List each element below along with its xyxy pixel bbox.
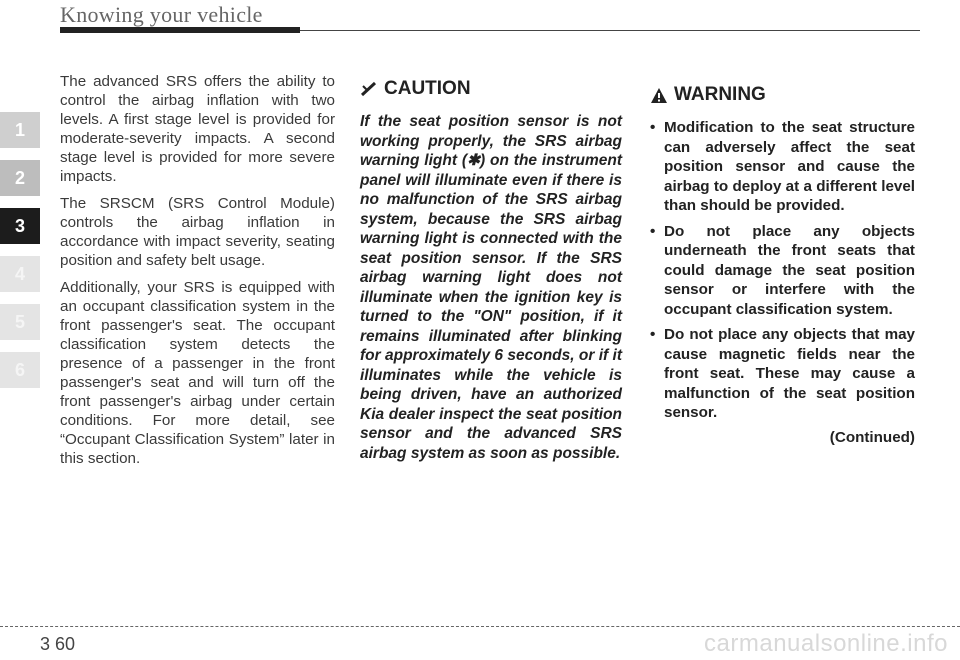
warning-heading [650, 84, 915, 106]
warning-item: • Do not place any objects underneath the front seats that could damage the seat position sensor or interfere with the occupant classification system. [650, 222, 915, 320]
header-bar [60, 27, 300, 33]
warning-title: WARNING [674, 84, 766, 105]
chapter-tab-5[interactable]: 5 [0, 304, 40, 340]
page-header-title: Knowing your vehicle [60, 2, 263, 27]
chapter-tab-3[interactable]: 3 [0, 208, 40, 244]
page-number: 3 60 [40, 634, 76, 654]
caution-text: If the seat position sensor is not working properly, the SRS airbag warning light (✱) on the instrument panel will illuminate even if there is no malfunction of the SRS airbag system, because the SRS airbag warning light is connected with the seat position sensor. If the SRS airbag warning light does not illuminate when the ignition key is turned to the "ON" position, if it remains illuminated after blinking for approximately 6 seconds, or if it illuminates while the vehicle is being driven, have an authorized Kia dealer inspect the seat position sensor and the advanced SRS airbag system as soon as possible. [360, 113, 622, 462]
chapter-tab-6[interactable]: 6 [0, 352, 40, 388]
caution-icon [360, 80, 378, 98]
watermark: carmanualsonline.info [704, 630, 948, 657]
warning-item: • Do not place any objects that may cause magnetic fields near the front seat. These may cause a malfunction of the seat position sensor. [650, 325, 915, 423]
body-paragraph: Additionally, your SRS is equipped with an occupant classification system in the front passenger's seat. The occupant classification system detects the presence of a passenger in the front passenger's seat and will turn off the front passenger's airbag under certain conditions. For more detail, see “Occupant Classification System” later in this section. [60, 279, 335, 467]
chapter-tab-4[interactable]: 4 [0, 256, 40, 292]
warning-item: • Modification to the seat structure can adversely affect the seat position sensor and cause the airbag to deploy at a different level than should be provided. [650, 118, 915, 216]
chapter-tabs [0, 112, 40, 400]
body-text-column [60, 72, 335, 476]
warning-list [650, 118, 915, 423]
caution-box [360, 78, 622, 463]
warning-icon [650, 87, 668, 104]
chapter-tab-2[interactable]: 2 [0, 160, 40, 196]
body-paragraph: The advanced SRS offers the ability to control the airbag inflation with two levels. A first stage level is provided for moderate-severity impacts. A second stage level is provided for more severe impacts. [60, 73, 335, 185]
caution-title: CAUTION [384, 78, 471, 99]
chapter-tab-1[interactable]: 1 [0, 112, 40, 148]
caution-heading [360, 78, 622, 100]
body-paragraph: The SRSCM (SRS Control Module) controls the airbag inflation in accordance with impact severity, seating position and safety belt usage. [60, 195, 335, 269]
warning-box [650, 84, 915, 446]
continued-label: (Continued) [829, 428, 915, 446]
footer-rule [0, 626, 960, 627]
header-rule [300, 30, 920, 31]
